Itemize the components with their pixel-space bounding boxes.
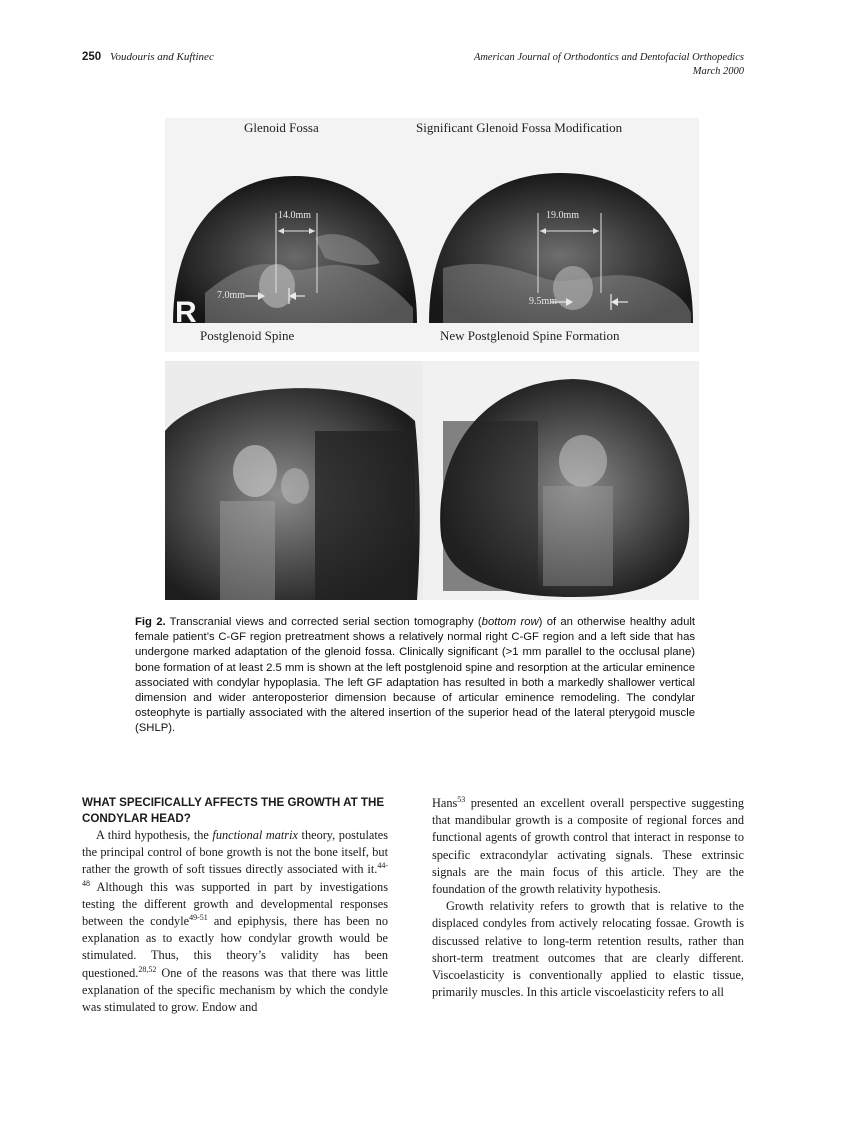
caption-label: Fig 2. <box>135 616 166 628</box>
tomograph-bottom-left <box>165 361 423 600</box>
measure-9-5mm: 9.5mm <box>529 296 558 307</box>
text-span: A third hypothesis, the <box>96 828 213 842</box>
left-column <box>82 795 388 1016</box>
text-span: Although this was supported in part by investigations testing the different growth and developmental responses between the condyle <box>82 879 388 929</box>
panel-label-glenoid-fossa: Glenoid Fossa <box>244 120 319 135</box>
citation: 44-48 <box>82 861 388 888</box>
running-authors: Voudouris and Kuftinec <box>109 51 214 63</box>
right-side-marker: R <box>175 296 197 329</box>
text-span: and epiphysis, there has been no explanation as to exactly how condylar growth would be stimulated. Thus, this theory’s validity has been questioned. <box>82 914 388 980</box>
figure-caption <box>135 615 695 737</box>
panel-label-postglenoid-spine: Postglenoid Spine <box>200 328 295 343</box>
running-header-right <box>474 51 744 79</box>
text-span: theory, postulates the principal control of bone growth is not the bone itself, but rather the growth of soft tissues directly associated with it. <box>82 828 388 877</box>
panel-label-significant-modification: Significant Glenoid Fossa Modification <box>416 120 623 135</box>
measure-7mm: 7.0mm <box>217 290 246 301</box>
citation: 28,52 <box>138 964 157 974</box>
tomograph-bottom-right-image <box>423 361 699 600</box>
issue-date: March 2000 <box>692 66 744 77</box>
citation: 53 <box>457 795 466 804</box>
text-span: One of the reasons was that there was little explanation of the specific mechanism by which the condyle was stimulated to grow. Endow and <box>82 965 388 1015</box>
radiograph-top-left-image <box>165 118 423 352</box>
tomograph-bottom-right <box>423 361 699 600</box>
measure-14mm: 14.0mm <box>278 210 312 221</box>
page-number: 250 <box>82 51 102 63</box>
caption-text-1: Transcranial views and corrected serial section tomography ( <box>165 616 482 628</box>
journal-title: American Journal of Orthodontics and Dentofacial Orthopedics <box>473 52 744 63</box>
text-span: Hans <box>432 796 458 810</box>
left-paragraph-1 <box>82 827 388 1016</box>
text-span: presented an excellent overall perspective suggesting that mandibular growth is a composite of regional forces and functional agents of growth control that interact in response to specific extracondylar activating signals. These extrinsic signals are the main focus of this article. They are the foundation of the growth relativity hypothesis. <box>432 796 744 897</box>
section-heading: WHAT SPECIFICALLY AFFECTS THE GROWTH AT THE CONDYLAR HEAD? <box>82 796 385 825</box>
right-column <box>432 795 744 1001</box>
figure-2 <box>165 118 699 600</box>
caption-text-2: ) of an otherwise healthy adult female patient’s C-GF region pretreatment shows a relatively normal right C-GF region and a left side that has undergone marked adaptation of the glenoid fossa. Clinically significant (>1 mm parallel to the occlusal plane) bone formation of at least 2.5 mm is shown at the left postglenoid spine and resorption at the articular eminence associated with condylar hypoplasia. The left GF adaptation has resulted in both a markedly shallower vertical dimension and wider anteroposterior dimension because of articular eminence remodeling. The condylar osteophyte is partially associated with the altered insertion of the superior head of the lateral pterygoid muscle (SHLP). <box>135 616 696 735</box>
measure-19mm: 19.0mm <box>546 210 580 221</box>
panel-label-new-postglenoid-spine: New Postglenoid Spine Formation <box>440 328 620 343</box>
tomograph-bottom-left-image <box>165 361 423 600</box>
caption-italic: bottom row <box>481 616 539 628</box>
citation: 49-51 <box>189 913 208 923</box>
italic-term: functional matrix <box>212 828 298 842</box>
right-paragraph-1 <box>432 795 744 898</box>
radiograph-top-right-image <box>423 118 699 352</box>
radiograph-top-right <box>416 118 699 352</box>
right-paragraph-2: Growth relativity refers to growth that is relative to the displaced condyles from actively relocating fossae. Growth is discussed relative to long-term retention results, rather than short-term treatment outcomes that are clearly different. Viscoelasticity is conventionally applied to elastic tissue, primarily muscles. In this article viscoelasticity refers to all <box>432 899 744 1000</box>
running-header-left <box>82 51 214 63</box>
radiograph-top-left <box>165 118 423 352</box>
